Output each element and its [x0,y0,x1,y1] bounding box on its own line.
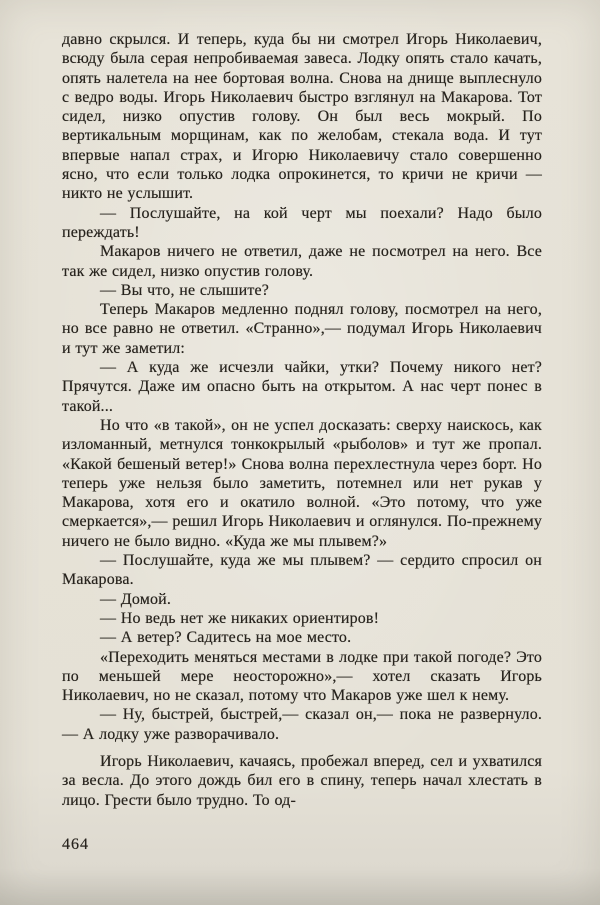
paragraph: — Домой. [100,590,171,608]
paragraph: — Но ведь нет же никаких ориентиров! [100,609,380,627]
paragraph: Теперь Макаров медленно поднял голову, посмотрел на него, но все равно не ответил. «Странно»,— подумал Игорь Николаевич и тут же заметил: [62,301,542,357]
paragraph: Макаров ничего не ответил, даже не посмотрел на него. Все так же сидел, низко опустив голову. [62,243,542,280]
paragraph: Но что «в такой», он не успел досказать: сверху наискось, как изломанный, метнулся тонкокрылый «рыболов» и тут же пропал. «Какой бешеный ветер!» Снова волна перехлестнула через борт. Но теперь уже нельзя было заметить, потемнел или нет рукав у Макарова, хотя его и окатило волной. «Это потому, что уже смеркается»,— решил Игорь Николаевич и оглянулся. По-прежнему ничего не было видно. «Куда же мы плывем?» [62,416,542,550]
paragraph: Игорь Николаевич, качаясь, пробежал вперед, сел и ухватился за весла. До этого дождь бил его в спину, теперь начал хлестать в лицо. Грести было трудно. То од- [62,752,542,809]
paragraph: «Переходить меняться местами в лодке при такой погоде? Это по меньшей мере неосторожно»,— хотел сказать Игорь Николаевич, но не сказал, потому что Макаров уже шел к нему. [62,648,542,705]
paragraph: давно скрылся. И теперь, куда бы ни смотрел Игорь Николаевич, всюду была серая непробиваемая завеса. Лодку опять стало качать, опять налетела на нее бортовая волна. Снова на днище выплеснуло с ведро воды. Игорь Николаевич быстро взглянул на Макарова. Тот сидел, низко опустив голову. Он был весь мокрый. По вертикальным морщинам, как по желобам, стекала вода. И тут впервые напал страх, и Игорю Николаевичу стало совершенно ясно, что если только лодка опрокинется, то кричи не кричи — никто не услышит. [62,31,542,203]
paragraph: — Вы что, не слышите? [100,281,269,299]
paragraph: — А куда же исчезли чайки, утки? Почему никого нет? Прячутся. Даже им опасно быть на открытом. А нас черт понес в такой... [62,359,542,415]
page-number: 464 [62,836,89,853]
paragraph: — Послушайте, куда же мы плывем? — сердито спросил он Макарова. [62,552,542,589]
paragraph: — Послушайте, на кой черт мы поехали? Надо было переждать! [62,204,542,241]
paragraph: — Ну, быстрей, быстрей,— сказал он,— пока не развернуло.— А лодку уже разворачивало. [62,706,542,743]
text-block [62,30,542,810]
paragraph: — А ветер? Садитесь на мое место. [100,629,352,647]
